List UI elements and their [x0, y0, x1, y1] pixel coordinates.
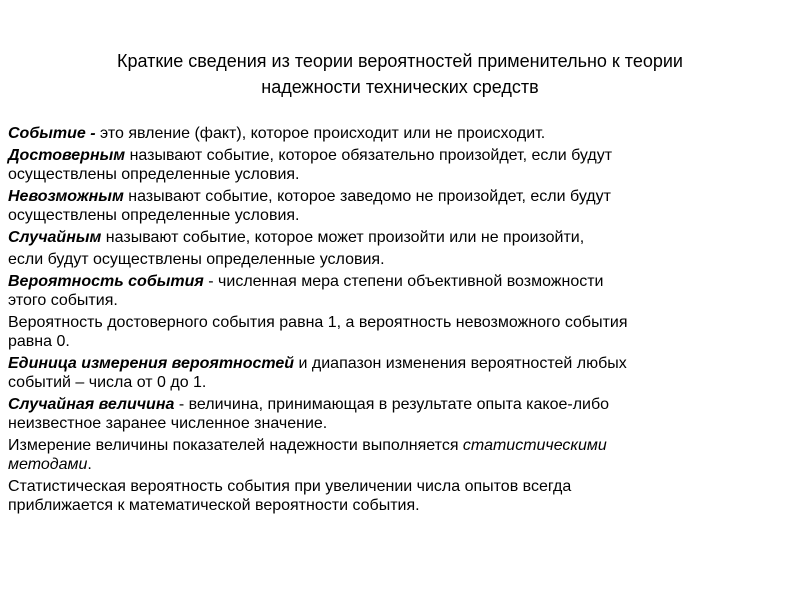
definition-text: и диапазон изменения вероятностей любых [294, 355, 627, 372]
term-random: Случайным [8, 229, 102, 246]
paragraph-probability [8, 272, 792, 310]
definition-text: Измерение величины показателей надежности выполняется [8, 437, 463, 454]
paragraph-random-variable [8, 395, 792, 433]
paragraph-measurement [8, 436, 792, 474]
paragraph-probability-values [8, 313, 792, 351]
definition-text: - численная мера степени объективной возможности [203, 273, 604, 290]
definition-text: называют событие, которое обязательно произойдет, если будут [125, 147, 613, 164]
slide-title [20, 48, 780, 100]
definition-text: этого события. [8, 292, 118, 309]
paragraph-random-event [8, 228, 792, 247]
emphasis-statistical: статистическими [462, 437, 607, 454]
title-line-1: Краткие сведения из теории вероятностей применительно к теории [116, 51, 683, 71]
paragraph-event [8, 124, 792, 143]
definition-text: называют событие, которое заведомо не произойдет, если будут [123, 188, 611, 205]
paragraph-random-event-cont [8, 250, 792, 269]
term-impossible: Невозможным [8, 188, 124, 205]
term-random-variable: Случайная величина [8, 396, 175, 413]
definition-text: приближается к математической вероятности события. [8, 497, 420, 514]
definition-text: это явление (факт), которое происходит или не происходит. [100, 125, 546, 142]
definition-text: осуществлены определенные условия. [8, 166, 300, 183]
slide-body [8, 124, 792, 518]
definition-text: если будут осуществлены определенные условия. [8, 251, 385, 268]
term-probability-unit: Единица измерения вероятностей [8, 355, 295, 372]
definition-text: называют событие, которое может произойти или не произойти, [101, 229, 585, 246]
definition-text: Вероятность достоверного события равна 1, а вероятность невозможного события [8, 314, 628, 331]
term-event: Событие - [8, 125, 101, 142]
definition-text: . [87, 456, 92, 473]
paragraph-impossible-event [8, 187, 792, 225]
paragraph-certain-event [8, 146, 792, 184]
definition-text: событий – числа от 0 до 1. [8, 374, 207, 391]
definition-text: - величина, принимающая в результате опыта какое-либо [174, 396, 610, 413]
definition-text: неизвестное заранее численное значение. [8, 415, 328, 432]
definition-text: равна 0. [8, 333, 70, 350]
term-certain: Достоверным [8, 147, 126, 164]
paragraph-probability-unit [8, 354, 792, 392]
definition-text: Статистическая вероятность события при увеличении числа опытов всегда [8, 478, 572, 495]
definition-text: осуществлены определенные условия. [8, 207, 300, 224]
title-line-2: надежности технических средств [261, 77, 539, 97]
term-probability: Вероятность события [8, 273, 204, 290]
emphasis-methods: методами [8, 456, 88, 473]
paragraph-statistical-probability [8, 477, 792, 515]
